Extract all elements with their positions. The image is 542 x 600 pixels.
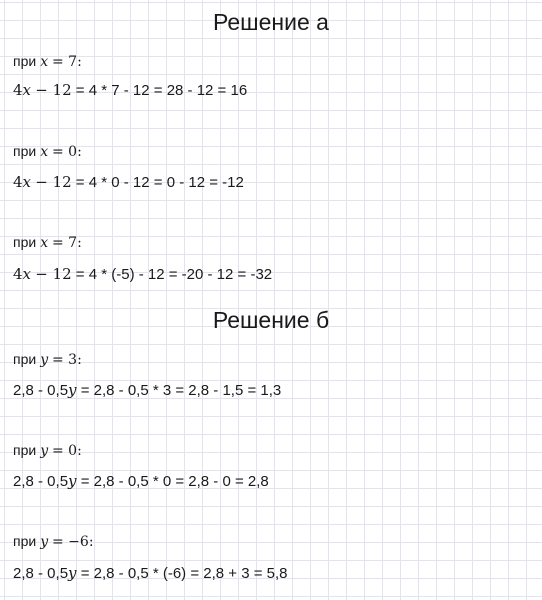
expression-operator: − 12: [35, 81, 72, 99]
expression-line: [13, 563, 288, 584]
expression-computation: = 4 * 0 - 12 = 0 - 12 = -12: [75, 174, 244, 191]
expression-lead: 2,8 - 0,5: [13, 473, 69, 490]
expression-computation: = 2,8 - 0,5 * 0 = 2,8 - 0 = 2,8: [80, 473, 269, 490]
condition-prefix: при: [13, 234, 37, 250]
section-b-heading: Решение б: [212, 307, 330, 333]
variable-symbol: x: [40, 235, 49, 251]
expression-line: [13, 264, 272, 285]
condition-line: [13, 440, 82, 461]
expression-line: [13, 380, 281, 401]
expression-lead: 2,8 - 0,5: [13, 565, 69, 582]
expression-lead: 2,8 - 0,5: [13, 382, 69, 399]
condition-line: [13, 531, 94, 552]
condition-prefix: при: [13, 351, 37, 367]
expression-computation: = 4 * (-5) - 12 = -20 - 12 = -32: [75, 266, 273, 283]
expression-coefficient: 4: [13, 265, 23, 283]
expression-operator: − 12: [35, 173, 72, 191]
section-a-heading: Решение а: [213, 9, 329, 35]
expression-coefficient: 4: [13, 81, 23, 99]
variable-symbol: y: [40, 352, 49, 368]
condition-value: = 7:: [51, 235, 82, 251]
condition-value: = 7:: [51, 54, 82, 70]
condition-value: = −6:: [52, 534, 94, 550]
condition-value: = 0:: [51, 144, 82, 160]
variable-symbol: x: [22, 81, 32, 99]
variable-symbol: x: [22, 265, 32, 283]
variable-symbol: y: [68, 381, 77, 399]
expression-computation: = 2,8 - 0,5 * 3 = 2,8 - 1,5 = 1,3: [80, 382, 282, 399]
condition-line: [13, 141, 82, 162]
expression-line: [13, 172, 244, 193]
expression-computation: = 4 * 7 - 12 = 28 - 12 = 16: [75, 82, 248, 99]
expression-line: [13, 80, 247, 101]
condition-line: [13, 349, 82, 370]
variable-symbol: y: [68, 564, 77, 582]
condition-line: [13, 51, 82, 72]
variable-symbol: y: [40, 443, 49, 459]
variable-symbol: x: [40, 144, 49, 160]
expression-coefficient: 4: [13, 173, 23, 191]
condition-prefix: при: [13, 533, 37, 549]
condition-prefix: при: [13, 53, 37, 69]
condition-prefix: при: [13, 143, 37, 159]
condition-prefix: при: [13, 442, 37, 458]
condition-line: [13, 232, 82, 253]
condition-value: = 0:: [52, 443, 82, 459]
variable-symbol: x: [40, 54, 49, 70]
variable-symbol: x: [22, 173, 32, 191]
variable-symbol: y: [40, 534, 49, 550]
expression-line: [13, 471, 269, 492]
variable-symbol: y: [68, 472, 77, 490]
condition-value: = 3:: [52, 352, 82, 368]
expression-operator: − 12: [35, 265, 72, 283]
expression-computation: = 2,8 - 0,5 * (-6) = 2,8 + 3 = 5,8: [80, 565, 288, 582]
